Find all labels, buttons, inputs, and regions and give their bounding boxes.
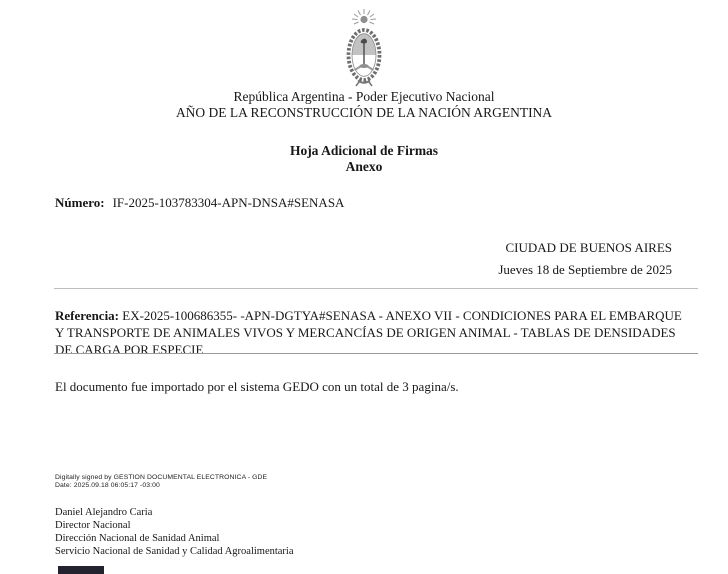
org-line-year: AÑO DE LA RECONSTRUCCIÓN DE LA NACIÓN ARGENTINA	[175, 105, 553, 120]
divider-above-reference	[54, 288, 698, 289]
date-line: Jueves 18 de Septiembre de 2025	[498, 262, 672, 277]
signer-office: Dirección Nacional de Sanidad Animal	[55, 533, 220, 544]
number-label: Número:	[55, 195, 105, 210]
signer-block	[55, 506, 294, 558]
city-line: CIUDAD DE BUENOS AIRES	[505, 240, 672, 255]
digital-date-line: Date: 2025.09.18 06:05:17 -03:00	[55, 482, 160, 489]
argentina-coat-of-arms-icon	[338, 8, 390, 88]
number-value: IF-2025-103783304-APN-DNSA#SENASA	[112, 195, 345, 210]
signer-name: Daniel Alejandro Caria	[55, 507, 153, 518]
org-line-republic: República Argentina - Poder Ejecutivo Nacional	[233, 89, 495, 104]
cropped-stamp-bar	[58, 566, 104, 574]
gedo-import-notice: El documento fue importado por el sistema GEDO con un total de 3 pagina/s.	[55, 379, 459, 394]
signer-organization: Servicio Nacional de Sanidad y Calidad Agroalimentaria	[55, 546, 294, 557]
reference-text: EX-2025-100686355- -APN-DGTYA#SENASA - ANEXO VII - CONDICIONES PARA EL EMBARQUE Y TRANSPORTE DE ANIMALES VIVOS Y MERCANCÍAS DE ORIGEN ANIMAL - TABLAS DE DENSIDADES DE CARGA POR ESPECIE	[55, 308, 682, 357]
document-title	[0, 143, 728, 175]
place-date-block	[498, 237, 672, 281]
coat-of-arms-container	[0, 8, 728, 93]
signer-title: Director Nacional	[55, 520, 131, 531]
reference-label: Referencia:	[55, 308, 120, 323]
document-number-row	[55, 195, 344, 211]
header-org-lines	[0, 89, 728, 121]
digital-signature-stamp	[55, 474, 267, 490]
divider-below-reference	[54, 353, 698, 354]
doc-type-line: Hoja Adicional de Firmas	[289, 143, 439, 158]
digital-signed-by-line: Digitally signed by GESTION DOCUMENTAL ELECTRONICA - GDE	[55, 474, 268, 481]
reference-paragraph	[55, 307, 688, 358]
doc-subtype-line: Anexo	[345, 159, 383, 174]
